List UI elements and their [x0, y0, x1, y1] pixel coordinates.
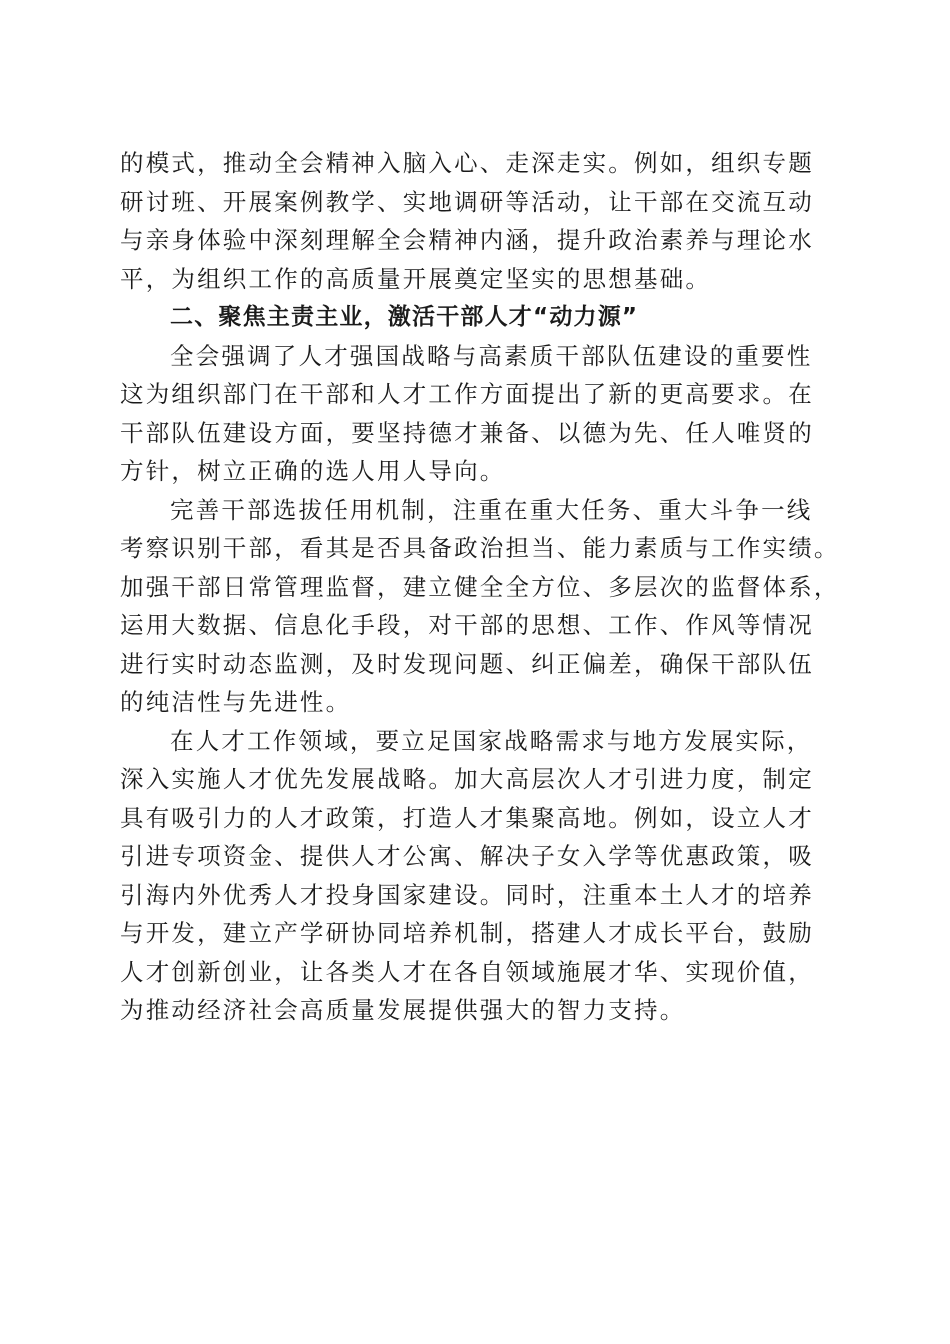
paragraph-line: 考察识别干部，看其是否具备政治担当、能力素质与工作实绩。	[120, 534, 840, 562]
paragraph-line: 全会强调了人才强国战略与高素质干部队伍建设的重要性	[170, 341, 813, 370]
paragraph-2	[120, 337, 830, 491]
document-body	[120, 144, 840, 1030]
paragraph-line: 加强干部日常管理监督，建立健全全方位、多层次的监督体系，	[120, 572, 840, 601]
paragraph-line: 完善干部选拔任用机制，注重在重大任务、重大斗争一线	[170, 495, 813, 524]
paragraph-1	[120, 144, 830, 298]
paragraph-line: 的纯洁性与先进性。	[120, 688, 352, 716]
paragraph-line: 引海内外优秀人才投身国家建设。同时，注重本土人才的培养	[120, 880, 814, 909]
paragraph-line: 具有吸引力的人才政策，打造人才集聚高地。例如，设立人才	[120, 803, 814, 832]
paragraph-line: 为推动经济社会高质量发展提供强大的智力支持。	[120, 996, 686, 1024]
paragraph-line: 方针，树立正确的选人用人导向。	[120, 457, 506, 485]
paragraph-line: 进行实时动态监测，及时发现问题、纠正偏差，确保干部队伍	[120, 649, 814, 678]
paragraph-line: 的模式，推动全会精神入脑入心、走深走实。例如，组织专题	[120, 149, 814, 177]
paragraph-line: 与亲身体验中深刻理解全会精神内涵，提升政治素养与理论水	[120, 226, 814, 254]
paragraph-line: 干部队伍建设方面，要坚持德才兼备、以德为先、任人唯贤的	[120, 418, 814, 447]
section-heading	[120, 298, 830, 337]
paragraph-line: 引进专项资金、提供人才公寓、解决子女入学等优惠政策，吸	[120, 842, 814, 870]
paragraph-line: 这为组织部门在干部和人才工作方面提出了新的更高要求。在	[120, 380, 814, 408]
paragraph-line: 研讨班、开展案例教学、实地调研等活动，让干部在交流互动	[120, 187, 814, 216]
paragraph-line: 平，为组织工作的高质量开展奠定坚实的思想基础。	[120, 264, 712, 293]
paragraph-3	[120, 491, 840, 722]
paragraph-line: 运用大数据、信息化手段，对干部的思想、工作、作风等情况	[120, 611, 814, 639]
paragraph-line: 与开发，建立产学研协同培养机制，搭建人才成长平台，鼓励	[120, 919, 814, 947]
paragraph-line: 在人才工作领域，要立足国家战略需求与地方发展实际，	[170, 726, 813, 755]
paragraph-line: 人才创新创业，让各类人才在各自领域施展才华、实现价值，	[120, 957, 814, 986]
section-heading-text: 二、聚焦主责主业，激活干部人才“动力源”	[170, 304, 639, 330]
paragraph-4	[120, 722, 830, 1030]
paragraph-line: 深入实施人才优先发展战略。加大高层次人才引进力度，制定	[120, 765, 814, 793]
